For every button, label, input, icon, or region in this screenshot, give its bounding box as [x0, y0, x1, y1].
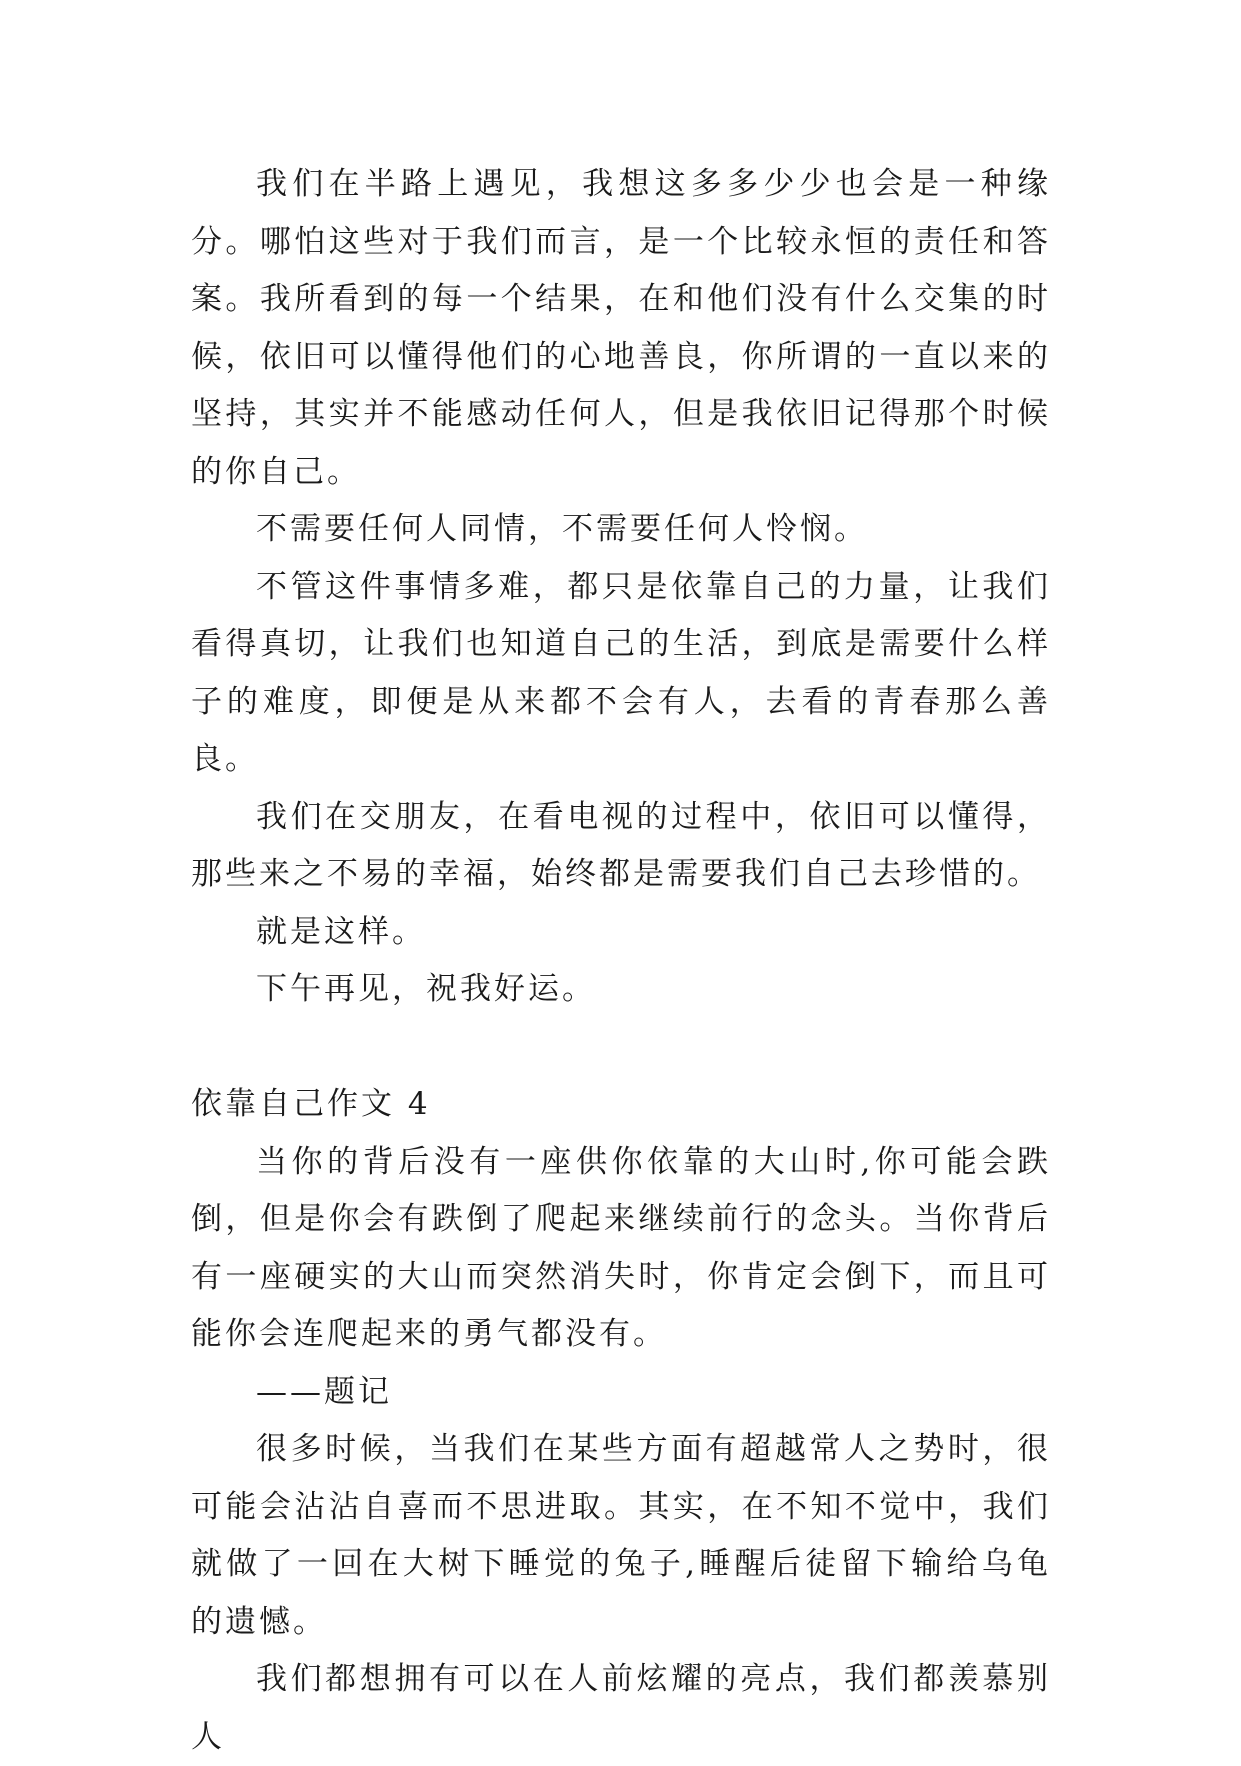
epigraph-attribution: ——题记 — [256, 1373, 392, 1410]
paragraph: 不需要任何人同情，不需要任何人怜悯。 — [256, 511, 868, 547]
paragraph: 下午再见，祝我好运。 — [256, 971, 596, 1007]
paragraph: 不管这件事情多难，都只是依靠自己的力量，让我们看得真切，让我们也知道自己的生活，到底是需要什么样子的难度，即便是从来都不会有人，去看的青春那么善良。 — [191, 568, 1051, 777]
paragraph: 我们在交朋友，在看电视的过程中，依旧可以懂得，那些来之不易的幸福，始终都是需要我们自己去珍惜的。 — [191, 798, 1051, 892]
paragraph: 很多时候，当我们在某些方面有超越常人之势时，很可能会沾沾自喜而不思进取。其实，在不知不觉中，我们就做了一回在大树下睡觉的兔子,睡醒后徒留下输给乌龟的遗憾。 — [191, 1431, 1051, 1640]
paragraph: 我们都想拥有可以在人前炫耀的亮点，我们都羡慕别人 — [191, 1661, 1051, 1755]
paragraph: 就是这样。 — [256, 913, 426, 950]
paragraph: 当你的背后没有一座供你依靠的大山时,你可能会跌倒，但是你会有跌倒了爬起来继续前行的念头。当你背后有一座硬实的大山而突然消失时，你肯定会倒下，而且可能你会连爬起来的勇气都没有。 — [191, 1143, 1051, 1352]
paragraph: 我们在半路上遇见，我想这多多少少也会是一种缘分。哪怕这些对于我们而言，是一个比较永恒的责任和答案。我所看到的每一个结果，在和他们没有什么交集的时候，依旧可以懂得他们的心地善良，你所谓的一直以来的坚持，其实并不能感动任何人，但是我依旧记得那个时候的你自己。 — [191, 166, 1051, 490]
section-spacer — [191, 1019, 1051, 1077]
section-heading: 依靠自己作文 4 — [191, 1086, 431, 1122]
document-body — [191, 156, 1051, 1766]
